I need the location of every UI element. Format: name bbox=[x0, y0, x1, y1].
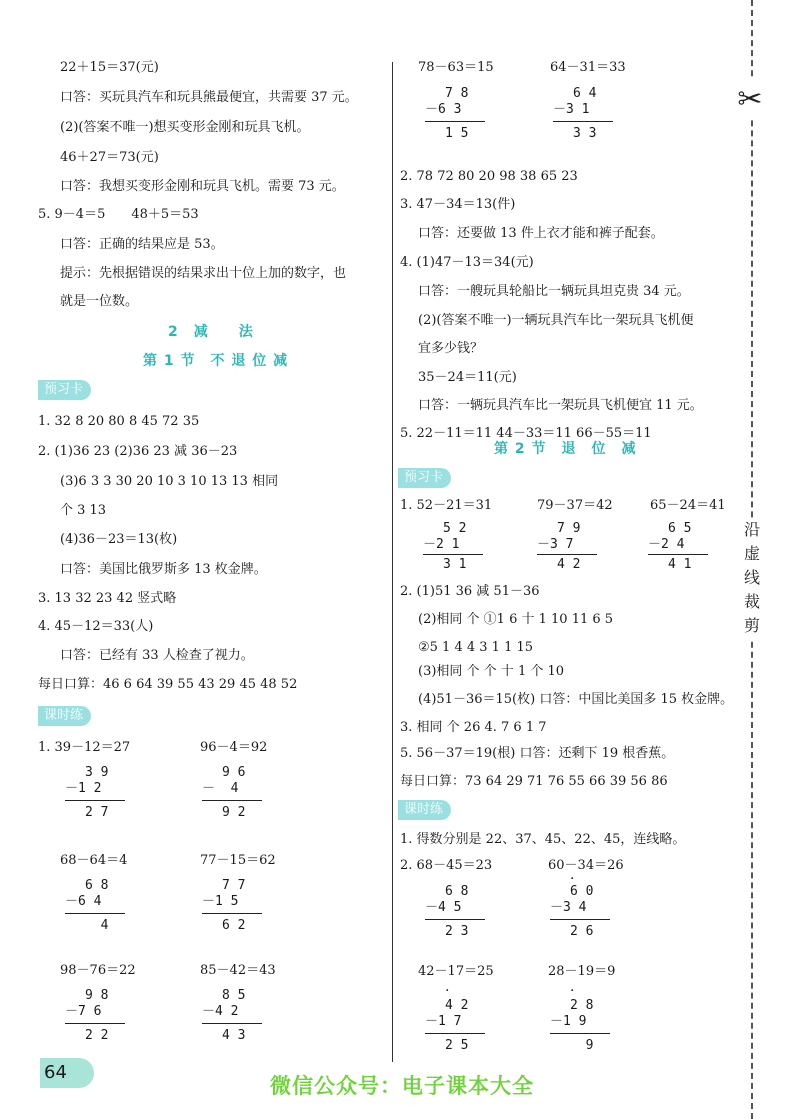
text-line: 5. 9－4＝5 48＋5＝53 bbox=[38, 207, 199, 222]
vc-result: 2 7 bbox=[85, 805, 109, 820]
chapter-title: 2 减 法 bbox=[168, 324, 254, 340]
text-line: (2)(答案不唯一)想买变形金刚和玩具飞机。 bbox=[60, 120, 310, 135]
equation: 78－63＝15 bbox=[418, 60, 494, 75]
cut-label bbox=[742, 518, 762, 638]
vc-result: 4 2 bbox=[557, 557, 581, 572]
vc-result: 3 1 bbox=[443, 557, 467, 572]
vc-top: 6 8 bbox=[445, 884, 469, 899]
vc-sub: －7 6 bbox=[65, 1004, 102, 1019]
equation: 68－64＝4 bbox=[60, 853, 128, 868]
vc-result: 2 6 bbox=[570, 924, 594, 939]
vc-result: 9 bbox=[570, 1038, 594, 1053]
vertical-calc bbox=[553, 86, 613, 142]
text-line: 口答：买玩具汽车和玩具熊最便宜，共需要 37 元。 bbox=[60, 90, 358, 105]
section-title: 第 2 节 退 位 减 bbox=[494, 441, 637, 457]
vc-result: 6 2 bbox=[222, 918, 246, 933]
text-line: 46＋27＝73(元) bbox=[60, 150, 159, 165]
text-line: (2)(答案不唯一)一辆玩具汽车比一架玩具飞机便 bbox=[418, 313, 694, 328]
vc-sub: －3 1 bbox=[553, 102, 590, 117]
vc-result: 1 5 bbox=[445, 126, 469, 141]
scissors-icon: ✂ bbox=[730, 80, 770, 120]
vc-sub: －4 5 bbox=[425, 900, 462, 915]
text-line: (3)相同 个 个 十 1 个 10 bbox=[418, 664, 565, 679]
text-line: ②5 1 4 4 3 1 1 15 bbox=[418, 640, 534, 655]
vc-sub: －6 3 bbox=[425, 102, 462, 117]
vertical-calc bbox=[425, 86, 485, 142]
text-line: 2. (1)36 23 (2)36 23 减 36－23 bbox=[38, 444, 238, 459]
text-line: 3. 47－34＝13(件) bbox=[400, 197, 516, 212]
vertical-calc bbox=[550, 998, 610, 1054]
vc-rule bbox=[550, 1033, 610, 1034]
equation: 42－17＝25 bbox=[418, 964, 494, 979]
text-line: 2. (1)51 36 减 51－36 bbox=[400, 584, 540, 599]
vc-result: 3 3 bbox=[573, 126, 597, 141]
borrow-dot: · bbox=[570, 871, 575, 887]
vertical-calc bbox=[65, 988, 125, 1044]
vc-top: 6 5 bbox=[668, 521, 692, 536]
text-line: (3)6 3 3 30 20 10 3 10 13 13 相同 bbox=[60, 474, 279, 489]
text-line: 3. 13 32 23 42 竖式略 bbox=[38, 591, 177, 606]
cut-label-char: 裁 bbox=[743, 592, 760, 611]
vc-result: 4 1 bbox=[668, 557, 692, 572]
vc-sub: －2 1 bbox=[423, 537, 460, 552]
cut-label-char: 沿 bbox=[743, 520, 760, 539]
vc-sub: －6 4 bbox=[65, 894, 102, 909]
vc-rule bbox=[425, 121, 485, 122]
text-line: 口答：已经有 33 人检查了视力。 bbox=[60, 648, 254, 663]
vc-top: 5 2 bbox=[443, 521, 467, 536]
text-line: 5. 56－37＝19(根) 口答：还剩下 19 根香蕉。 bbox=[400, 746, 675, 761]
vc-top: 2 8 bbox=[570, 998, 594, 1013]
text-line: (4)36－23＝13(枚) bbox=[60, 532, 178, 547]
preview-card-tag: 预习卡 bbox=[398, 468, 451, 488]
vc-rule bbox=[202, 800, 262, 801]
vc-rule bbox=[550, 919, 610, 920]
equation: 65－24＝41 bbox=[650, 498, 726, 513]
equation: 64－31＝33 bbox=[550, 60, 626, 75]
practice-tag: 课时练 bbox=[398, 800, 451, 820]
vc-rule bbox=[65, 800, 125, 801]
vertical-calc bbox=[550, 884, 610, 940]
vc-result: 4 bbox=[85, 918, 109, 933]
borrow-dot: · bbox=[445, 983, 450, 999]
column-divider bbox=[392, 62, 393, 1062]
vc-top: 6 8 bbox=[85, 878, 109, 893]
text-line: 35－24＝11(元) bbox=[418, 370, 517, 385]
equation: 60－34＝26 bbox=[548, 858, 624, 873]
vc-top: 6 0 bbox=[570, 884, 594, 899]
vc-result: 2 5 bbox=[445, 1038, 469, 1053]
text-line: (2)相同 个 ①1 6 十 1 10 11 6 5 bbox=[418, 612, 614, 627]
vertical-calc bbox=[425, 998, 485, 1054]
vertical-calc bbox=[202, 878, 262, 934]
vertical-calc bbox=[648, 521, 708, 573]
text-line: 提示：先根据错误的结果求出十位上加的数字，也 bbox=[60, 266, 347, 281]
equation: 28－19＝9 bbox=[548, 964, 616, 979]
vertical-calc bbox=[537, 521, 597, 573]
vc-result: 2 3 bbox=[445, 924, 469, 939]
text-line: 每日口算：46 6 64 39 55 43 29 45 48 52 bbox=[38, 677, 298, 692]
vertical-calc bbox=[65, 765, 125, 821]
vc-rule bbox=[202, 913, 262, 914]
equation: 98－76＝22 bbox=[60, 963, 136, 978]
vc-sub: －1 9 bbox=[550, 1014, 587, 1029]
vc-rule bbox=[423, 554, 483, 555]
text-line: 口答：美国比俄罗斯多 13 枚金牌。 bbox=[60, 562, 267, 577]
text-line: 口答：一艘玩具轮船比一辆玩具坦克贵 34 元。 bbox=[418, 284, 690, 299]
text-line: 5. 22－11＝11 44－33＝11 66－55＝11 bbox=[400, 426, 652, 441]
equation: 85－42＝43 bbox=[200, 963, 276, 978]
text-line: 就是一位数。 bbox=[60, 294, 139, 309]
vc-top: 9 6 bbox=[222, 765, 246, 780]
vc-top: 8 5 bbox=[222, 988, 246, 1003]
text-line: 口答：正确的结果应是 53。 bbox=[60, 237, 224, 252]
equation: 79－37＝42 bbox=[537, 498, 613, 513]
equation: 2. 68－45＝23 bbox=[400, 858, 493, 873]
text-line: 22＋15＝37(元) bbox=[60, 60, 159, 75]
vc-rule bbox=[553, 121, 613, 122]
text-line: 1. 得数分别是 22、37、45、22、45，连线略。 bbox=[400, 832, 686, 847]
cut-label-char: 剪 bbox=[743, 616, 760, 635]
vc-top: 7 7 bbox=[222, 878, 246, 893]
text-line: 2. 78 72 80 20 98 38 65 23 bbox=[400, 169, 578, 184]
cut-label-char: 虚 bbox=[743, 544, 760, 563]
text-line: 1. 32 8 20 80 8 45 72 35 bbox=[38, 414, 200, 429]
text-line: 个 3 13 bbox=[60, 503, 107, 518]
vc-sub: －2 4 bbox=[648, 537, 685, 552]
text-line: 口答：一辆玩具汽车比一架玩具飞机便宜 11 元。 bbox=[418, 398, 703, 413]
vc-sub: －3 7 bbox=[537, 537, 574, 552]
vc-top: 6 4 bbox=[573, 86, 597, 101]
section-title: 第 1 节 不 退 位 减 bbox=[143, 353, 289, 369]
vc-sub: －3 4 bbox=[550, 900, 587, 915]
text-line: 宜多少钱？ bbox=[418, 341, 484, 356]
vc-sub: －4 2 bbox=[202, 1004, 239, 1019]
vertical-calc bbox=[425, 884, 485, 940]
equation: 1. 39－12＝27 bbox=[38, 740, 131, 755]
vc-result: 4 3 bbox=[222, 1028, 246, 1043]
practice-tag: 课时练 bbox=[38, 706, 91, 726]
vc-top: 3 9 bbox=[85, 765, 109, 780]
vc-sub: －1 7 bbox=[425, 1014, 462, 1029]
equation: 77－15＝62 bbox=[200, 853, 276, 868]
text-line: 3. 相同 个 26 4. 7 6 1 7 bbox=[400, 720, 547, 735]
text-line: 4. (1)47－13＝34(元) bbox=[400, 255, 534, 270]
equation: 96－4＝92 bbox=[200, 740, 268, 755]
text-line: 口答：还要做 13 件上衣才能和裤子配套。 bbox=[418, 226, 664, 241]
vc-top: 7 9 bbox=[557, 521, 581, 536]
vc-rule bbox=[537, 554, 597, 555]
vc-rule bbox=[202, 1023, 262, 1024]
vertical-calc bbox=[202, 765, 262, 821]
cut-label-char: 线 bbox=[743, 568, 760, 587]
equation: 1. 52－21＝31 bbox=[400, 498, 493, 513]
text-line: 口答：我想买变形金刚和玩具飞机。需要 73 元。 bbox=[60, 179, 345, 194]
vc-rule bbox=[65, 913, 125, 914]
page-number: 64 bbox=[40, 1058, 94, 1088]
vc-rule bbox=[425, 1033, 485, 1034]
vc-rule bbox=[425, 919, 485, 920]
preview-card-tag: 预习卡 bbox=[38, 380, 91, 400]
vertical-calc bbox=[65, 878, 125, 934]
borrow-dot: · bbox=[570, 983, 575, 999]
footer-watermark: 微信公众号：电子课本大全 bbox=[270, 1074, 534, 1098]
vc-sub: － 4 bbox=[202, 781, 239, 796]
vc-result: 2 2 bbox=[85, 1028, 109, 1043]
vc-rule bbox=[65, 1023, 125, 1024]
vertical-calc bbox=[423, 521, 483, 573]
text-line: 每日口算：73 64 29 71 76 55 66 39 56 86 bbox=[400, 774, 668, 789]
vc-sub: －1 5 bbox=[202, 894, 239, 909]
vc-top: 7 8 bbox=[445, 86, 469, 101]
vc-top: 9 8 bbox=[85, 988, 109, 1003]
text-line: (4)51－36＝15(枚) 口答：中国比美国多 15 枚金牌。 bbox=[418, 692, 734, 707]
vc-sub: －1 2 bbox=[65, 781, 102, 796]
text-line: 4. 45－12＝33(人) bbox=[38, 619, 154, 634]
vertical-calc bbox=[202, 988, 262, 1044]
vc-rule bbox=[648, 554, 708, 555]
vc-top: 4 2 bbox=[445, 998, 469, 1013]
vc-result: 9 2 bbox=[222, 805, 246, 820]
